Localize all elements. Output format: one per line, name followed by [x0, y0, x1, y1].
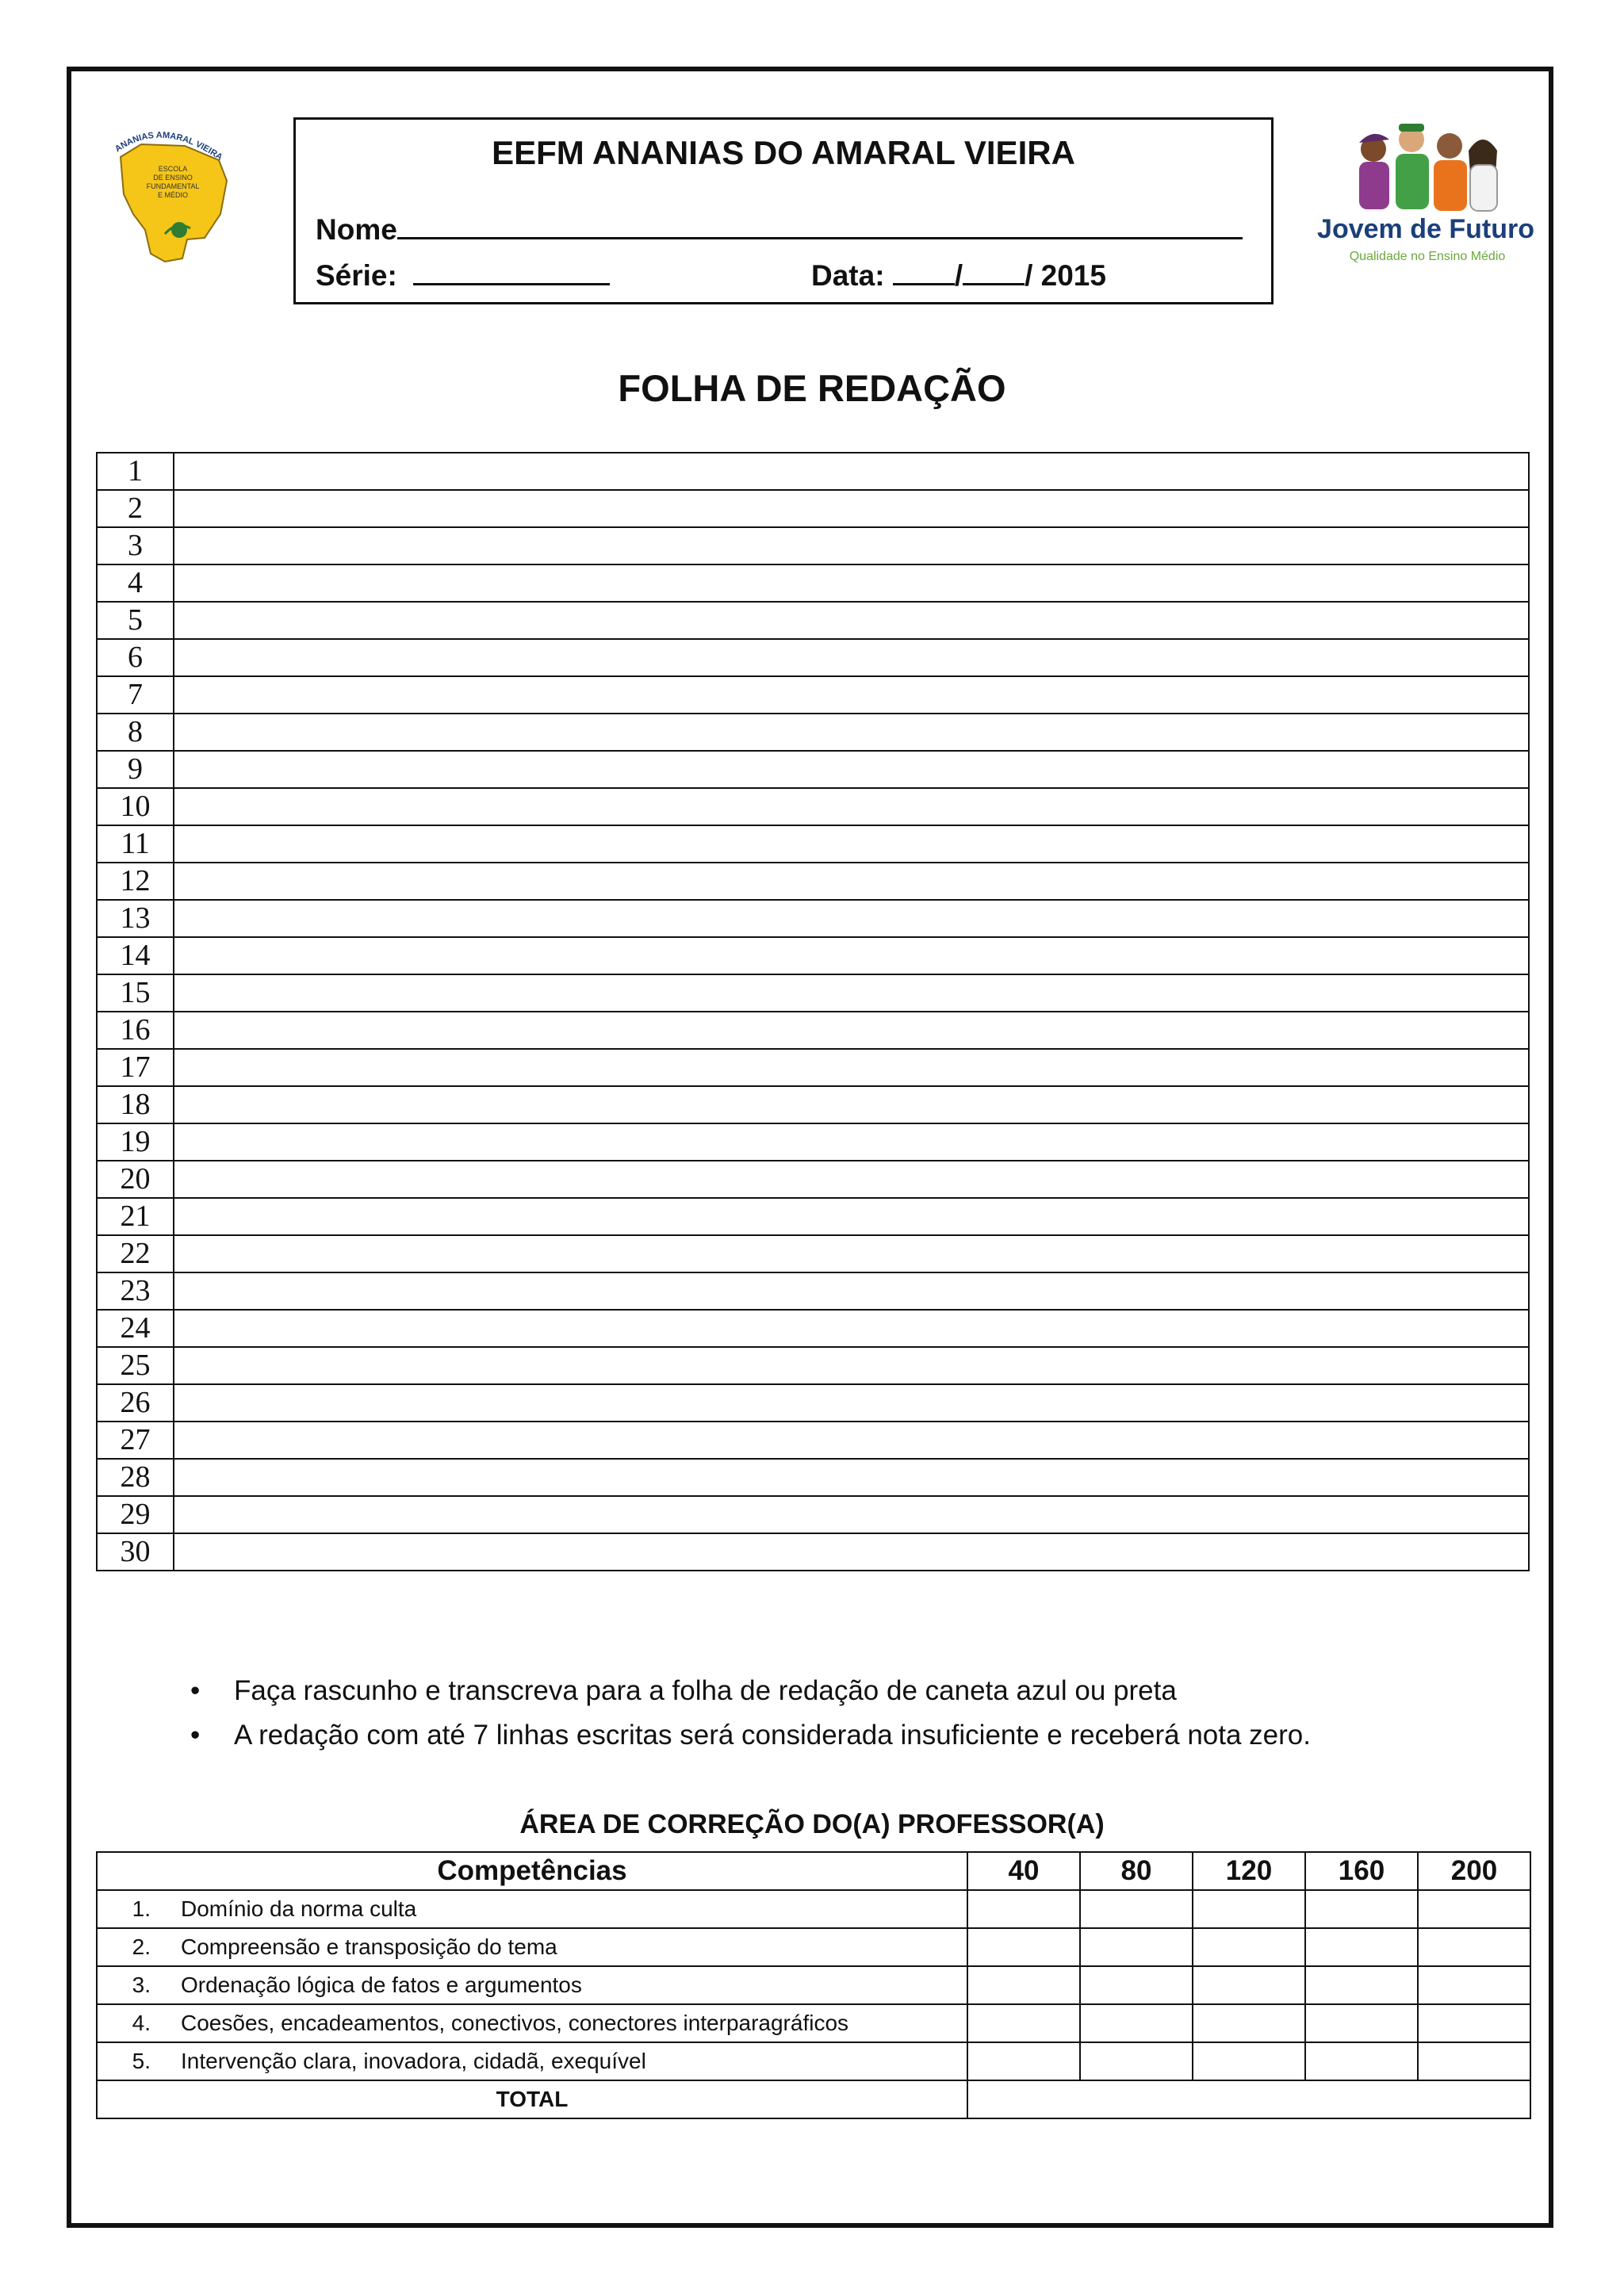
line-number: 11 [97, 825, 174, 863]
month-field[interactable] [963, 259, 1025, 285]
writing-line[interactable] [174, 1422, 1529, 1459]
writing-line-row [97, 1384, 1529, 1422]
writing-line[interactable] [174, 527, 1529, 564]
score-cell[interactable] [967, 2004, 1080, 2042]
score-cell[interactable] [967, 1928, 1080, 1966]
school-logo-text: ESCOLA [158, 165, 188, 173]
nome-field[interactable] [397, 213, 1243, 239]
writing-line[interactable] [174, 825, 1529, 863]
instruction-text: Faça rascunho e transcreva para a folha de redação de caneta azul ou preta [234, 1675, 1177, 1706]
line-number: 20 [97, 1161, 174, 1198]
day-field[interactable] [893, 259, 955, 285]
score-cell[interactable] [1193, 1890, 1305, 1928]
line-number: 17 [97, 1049, 174, 1086]
serie-label: Série: [316, 259, 397, 292]
writing-line[interactable] [174, 602, 1529, 639]
writing-line-row [97, 1086, 1529, 1123]
line-number: 3 [97, 527, 174, 564]
writing-line[interactable] [174, 863, 1529, 900]
total-label: TOTAL [97, 2080, 967, 2118]
writing-line[interactable] [174, 676, 1529, 714]
line-number: 22 [97, 1235, 174, 1272]
line-number: 19 [97, 1123, 174, 1161]
writing-line[interactable] [174, 1459, 1529, 1496]
svg-text:ANANIAS AMARAL VIEIRA: ANANIAS AMARAL VIEIRA [113, 130, 224, 163]
score-cell[interactable] [967, 1966, 1080, 2004]
competencias-header: Competências [97, 1852, 967, 1890]
writing-line-row [97, 974, 1529, 1012]
competency-label: Domínio da norma culta [181, 1896, 417, 1921]
score-header: 80 [1080, 1852, 1193, 1890]
jovem-logo-name: Jovem de Futuro [1317, 214, 1534, 244]
line-number: 14 [97, 937, 174, 974]
instructions-list [190, 1669, 1311, 1758]
competency-row [97, 2042, 1530, 2080]
writing-line[interactable] [174, 1012, 1529, 1049]
score-cell[interactable] [1080, 2004, 1193, 2042]
writing-line-row [97, 1459, 1529, 1496]
competency-number: 2. [132, 1934, 151, 1959]
score-cell[interactable] [1418, 1928, 1530, 1966]
score-cell[interactable] [1418, 1890, 1530, 1928]
instruction-item [190, 1713, 1311, 1758]
writing-line[interactable] [174, 937, 1529, 974]
writing-line[interactable] [174, 1049, 1529, 1086]
score-cell[interactable] [1305, 2004, 1418, 2042]
score-cell[interactable] [967, 1890, 1080, 1928]
writing-line-row [97, 937, 1529, 974]
score-cell[interactable] [1418, 2042, 1530, 2080]
writing-line-row [97, 490, 1529, 527]
line-number: 28 [97, 1459, 174, 1496]
competency-label-cell [97, 2042, 967, 2080]
jovem-de-futuro-logo [1317, 111, 1534, 277]
writing-line-row [97, 788, 1529, 825]
writing-line-row [97, 1161, 1529, 1198]
writing-line-row [97, 1347, 1529, 1384]
writing-line[interactable] [174, 1235, 1529, 1272]
writing-line-row [97, 453, 1529, 490]
data-row [811, 259, 1106, 293]
writing-line[interactable] [174, 1533, 1529, 1571]
line-number: 2 [97, 490, 174, 527]
line-number: 21 [97, 1198, 174, 1235]
line-number: 9 [97, 751, 174, 788]
writing-line-row [97, 1496, 1529, 1533]
serie-field[interactable] [413, 259, 610, 285]
line-number: 7 [97, 676, 174, 714]
writing-line[interactable] [174, 1310, 1529, 1347]
competency-number: 4. [132, 2011, 151, 2035]
data-label: Data: [811, 259, 885, 292]
writing-line[interactable] [174, 453, 1529, 490]
writing-line[interactable] [174, 1496, 1529, 1533]
writing-line-row [97, 1272, 1529, 1310]
nome-label: Nome [316, 213, 397, 246]
line-number: 4 [97, 564, 174, 602]
bullet-icon: • [190, 1720, 201, 1751]
score-cell[interactable] [1080, 1966, 1193, 2004]
competency-number: 5. [132, 2049, 151, 2073]
score-cell[interactable] [967, 2042, 1080, 2080]
competency-label: Intervenção clara, inovadora, cidadã, exequível [181, 2049, 646, 2073]
competency-number: 1. [132, 1896, 151, 1921]
writing-line-row [97, 900, 1529, 937]
writing-line[interactable] [174, 1347, 1529, 1384]
score-cell[interactable] [1305, 1928, 1418, 1966]
writing-line[interactable] [174, 1384, 1529, 1422]
line-number: 8 [97, 714, 174, 751]
school-logo-text: FUNDAMENTAL [146, 182, 200, 190]
line-number: 24 [97, 1310, 174, 1347]
score-cell[interactable] [1418, 2004, 1530, 2042]
writing-line-row [97, 1123, 1529, 1161]
nome-row [316, 213, 1243, 247]
serie-row [316, 259, 610, 293]
writing-line-row [97, 639, 1529, 676]
writing-line[interactable] [174, 1161, 1529, 1198]
instruction-text: A redação com até 7 linhas escritas será considerada insuficiente e receberá nota zero. [234, 1720, 1311, 1751]
score-cell[interactable] [1193, 2004, 1305, 2042]
writing-line-row [97, 564, 1529, 602]
writing-line-row [97, 1049, 1529, 1086]
line-number: 29 [97, 1496, 174, 1533]
total-score-cell[interactable] [967, 2080, 1530, 2118]
score-cell[interactable] [1305, 1966, 1418, 2004]
writing-line-row [97, 714, 1529, 751]
writing-lines-table [96, 452, 1530, 1571]
line-number: 26 [97, 1384, 174, 1422]
score-cell[interactable] [1080, 1928, 1193, 1966]
competency-row [97, 2004, 1530, 2042]
score-header: 40 [967, 1852, 1080, 1890]
school-logo-text: E MÉDIO [157, 191, 189, 199]
total-row [97, 2080, 1530, 2118]
score-cell[interactable] [1193, 1966, 1305, 2004]
writing-line-row [97, 1533, 1529, 1571]
score-cell[interactable] [1080, 2042, 1193, 2080]
writing-line[interactable] [174, 900, 1529, 937]
writing-line-row [97, 1310, 1529, 1347]
writing-line-row [97, 1422, 1529, 1459]
line-number: 25 [97, 1347, 174, 1384]
writing-line[interactable] [174, 1123, 1529, 1161]
competencies-table [96, 1851, 1531, 2119]
line-number: 30 [97, 1533, 174, 1571]
line-number: 23 [97, 1272, 174, 1310]
writing-line-row [97, 602, 1529, 639]
writing-line-row [97, 825, 1529, 863]
score-cell[interactable] [1193, 1928, 1305, 1966]
competency-label-cell [97, 1890, 967, 1928]
writing-line[interactable] [174, 788, 1529, 825]
competency-row [97, 1966, 1530, 2004]
instruction-item [190, 1669, 1311, 1713]
competency-number: 3. [132, 1973, 151, 1997]
writing-line-row [97, 527, 1529, 564]
writing-line-row [97, 863, 1529, 900]
line-number: 16 [97, 1012, 174, 1049]
line-number: 27 [97, 1422, 174, 1459]
competency-row [97, 1890, 1530, 1928]
document-title: FOLHA DE REDAÇÃO [618, 367, 1006, 409]
line-number: 12 [97, 863, 174, 900]
competency-label-cell [97, 1928, 967, 1966]
writing-line-row [97, 1235, 1529, 1272]
competency-label: Coesões, encadeamentos, conectivos, conectores interparagráficos [181, 2011, 849, 2035]
competencies-header-row [97, 1852, 1530, 1890]
writing-line[interactable] [174, 751, 1529, 788]
writing-line-row [97, 751, 1529, 788]
school-name: EEFM ANANIAS DO AMARAL VIEIRA [492, 134, 1075, 171]
writing-line-row [97, 1198, 1529, 1235]
score-cell[interactable] [1193, 2042, 1305, 2080]
competency-label: Ordenação lógica de fatos e argumentos [181, 1973, 582, 1997]
competency-label: Compreensão e transposição do tema [181, 1934, 557, 1959]
line-number: 5 [97, 602, 174, 639]
line-number: 13 [97, 900, 174, 937]
score-cell[interactable] [1418, 1966, 1530, 2004]
score-cell[interactable] [1305, 1890, 1418, 1928]
writing-line[interactable] [174, 974, 1529, 1012]
line-number: 18 [97, 1086, 174, 1123]
score-header: 160 [1305, 1852, 1418, 1890]
bullet-icon: • [190, 1675, 201, 1706]
school-logo-text: DE ENSINO [153, 174, 193, 182]
score-cell[interactable] [1305, 2042, 1418, 2080]
school-logo [109, 119, 236, 270]
score-header: 120 [1193, 1852, 1305, 1890]
line-number: 10 [97, 788, 174, 825]
writing-line[interactable] [174, 564, 1529, 602]
line-number: 6 [97, 639, 174, 676]
writing-line-row [97, 676, 1529, 714]
competency-label-cell [97, 2004, 967, 2042]
year: 2015 [1040, 259, 1106, 292]
date-separator: / [1025, 259, 1033, 292]
correction-area-title: ÁREA DE CORREÇÃO DO(A) PROFESSOR(A) [519, 1809, 1105, 1839]
writing-line[interactable] [174, 639, 1529, 676]
competency-row [97, 1928, 1530, 1966]
writing-line[interactable] [174, 1272, 1529, 1310]
writing-line[interactable] [174, 1198, 1529, 1235]
student-info-box [293, 117, 1274, 304]
writing-line[interactable] [174, 1086, 1529, 1123]
line-number: 1 [97, 453, 174, 490]
writing-line-row [97, 1012, 1529, 1049]
score-cell[interactable] [1080, 1890, 1193, 1928]
writing-line[interactable] [174, 490, 1529, 527]
line-number: 15 [97, 974, 174, 1012]
date-separator: / [954, 259, 963, 292]
jovem-logo-tagline: Qualidade no Ensino Médio [1349, 250, 1506, 263]
competency-label-cell [97, 1966, 967, 2004]
score-header: 200 [1418, 1852, 1530, 1890]
writing-line[interactable] [174, 714, 1529, 751]
